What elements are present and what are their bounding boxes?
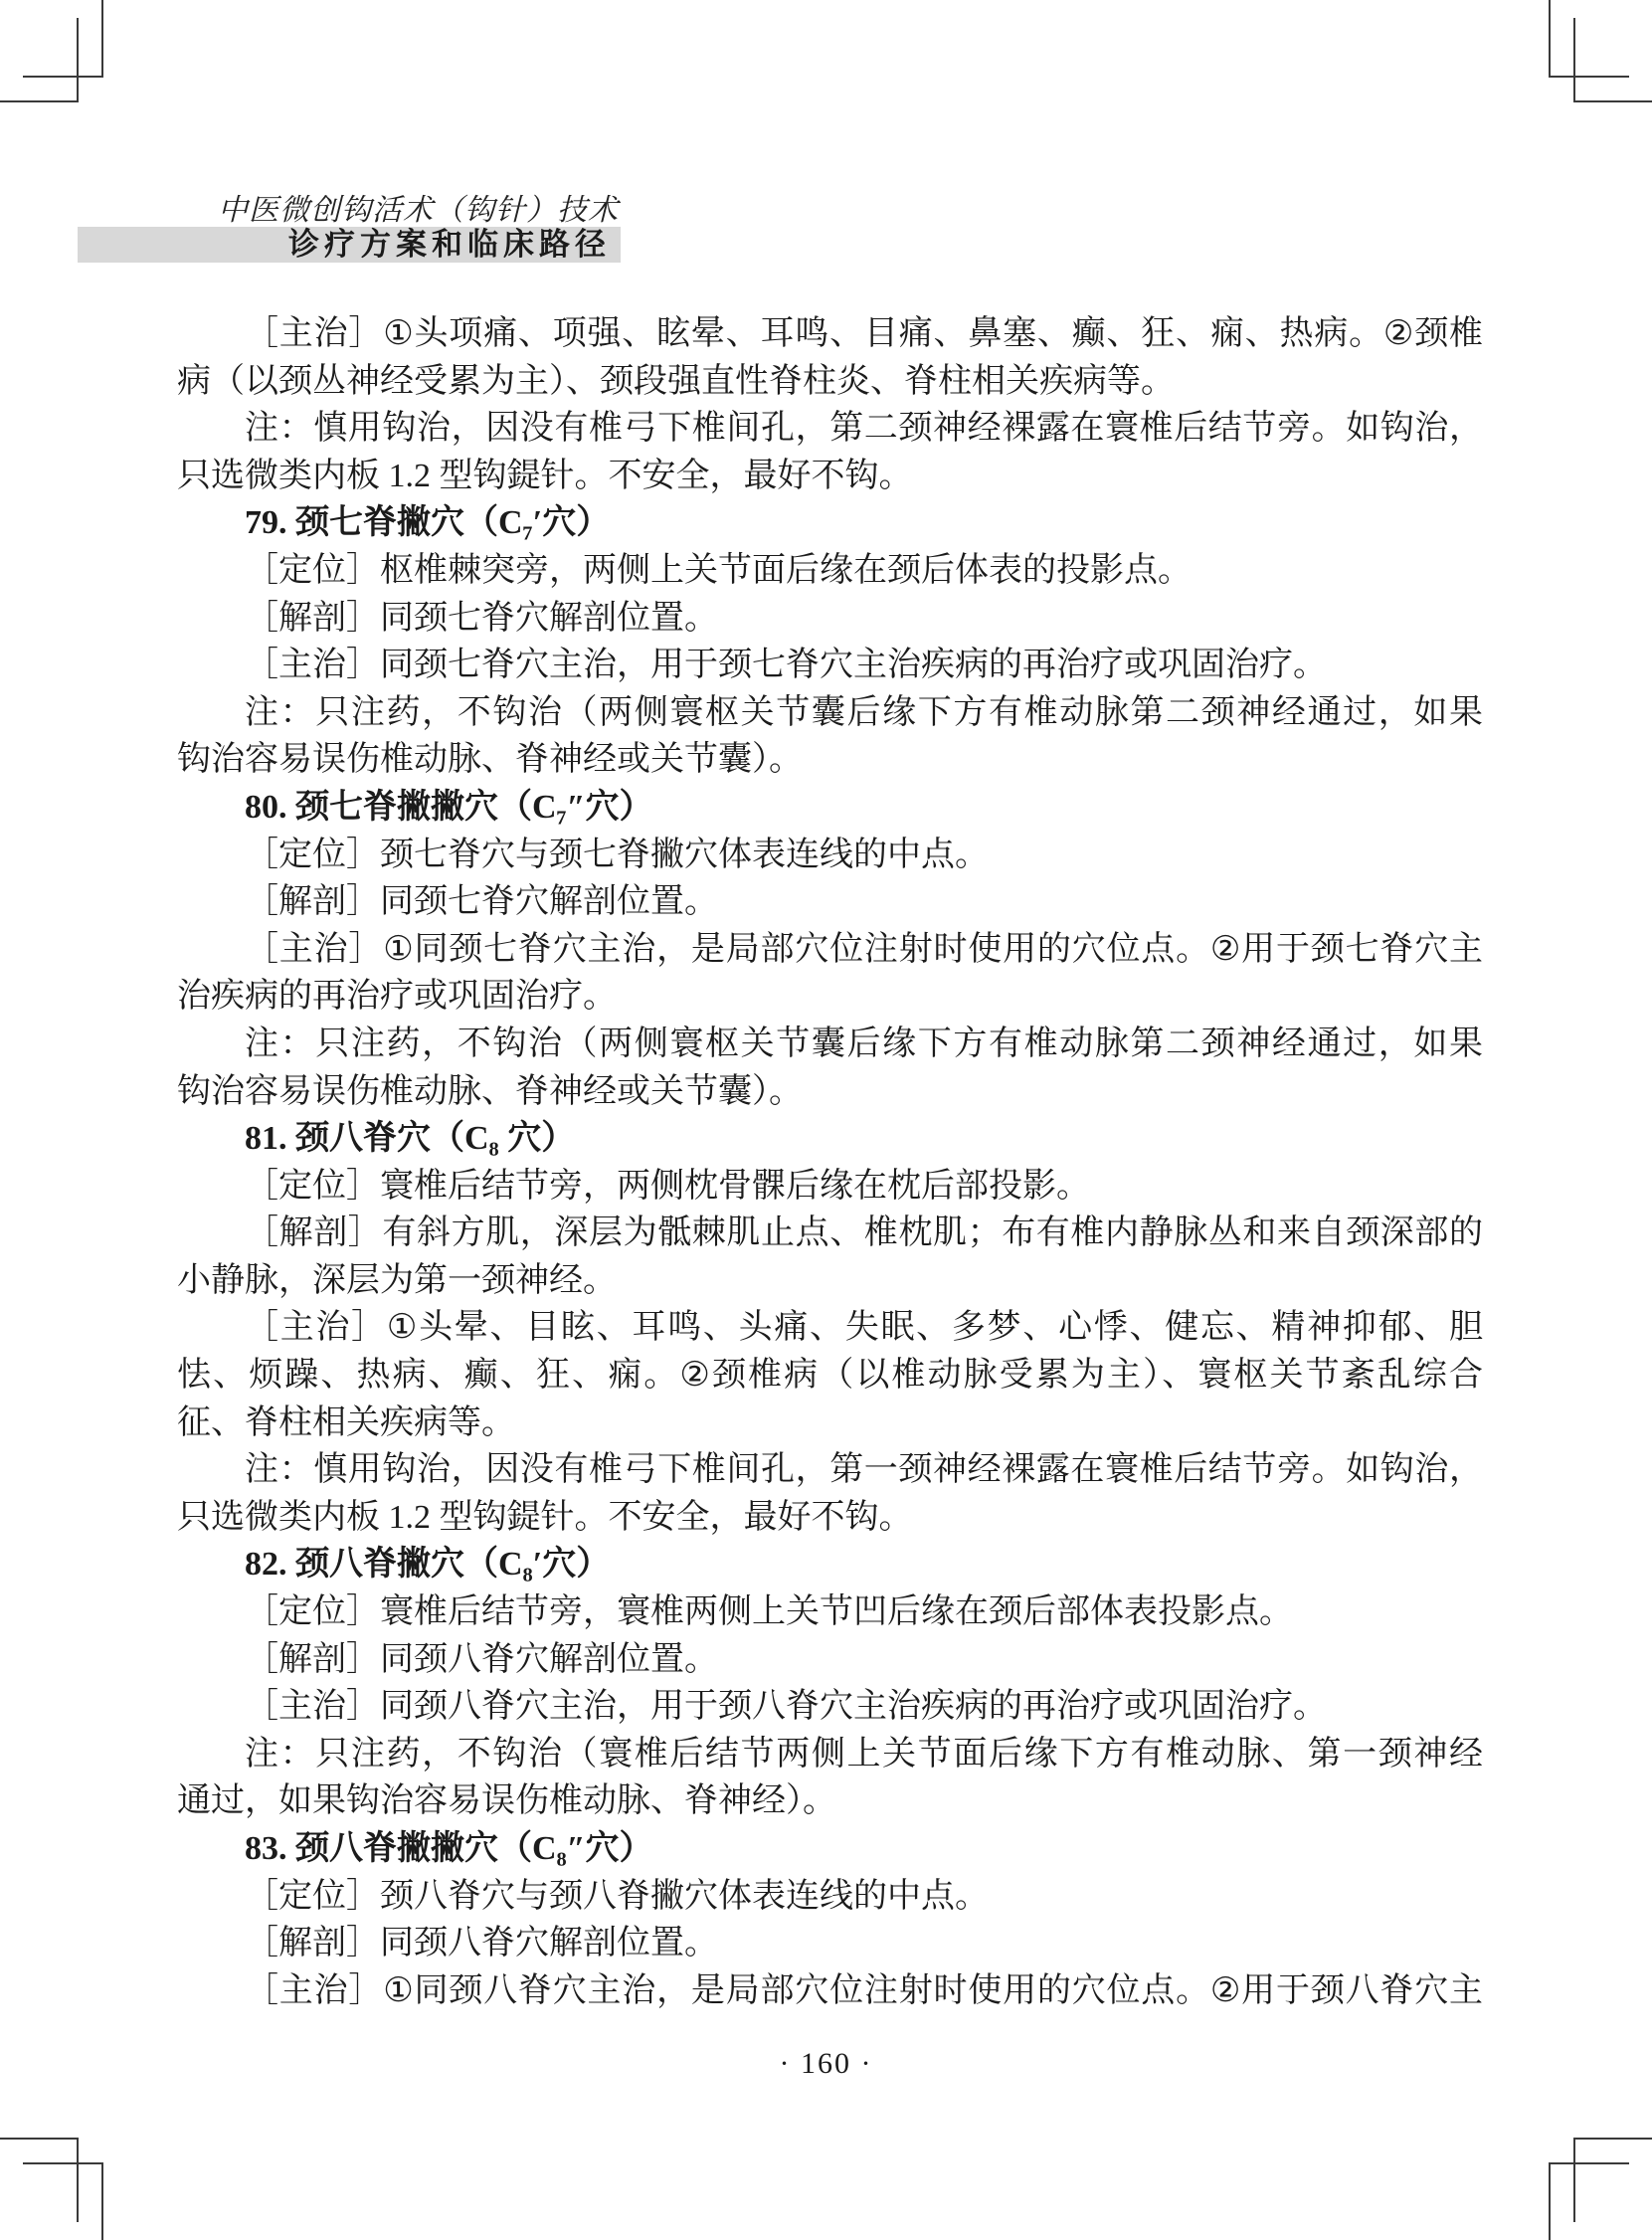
text-line: 小静脉，深层为第一颈神经。 [177,1261,617,1299]
text-line: ［解剖］同颈七脊穴解剖位置。 [245,883,718,921]
text-line: ［主治］①同颈八脊穴主治，是局部穴位注射时使用的穴位点。②用于颈八脊穴主 [245,1971,1483,2009]
text-line: 只选微类内板 1.2 型钩鍉针。不安全，最好不钩。 [177,1498,913,1536]
text-line: ［主治］同颈八脊穴主治，用于颈八脊穴主治疾病的再治疗或巩固治疗。 [245,1688,1327,1726]
text-line: 钩治容易误伤椎动脉、脊神经或关节囊）。 [177,1072,803,1110]
text-line: ［定位］枢椎棘突旁，两侧上关节面后缘在颈后体表的投影点。 [245,551,1192,589]
text-line: ［主治］①头晕、目眩、耳鸣、头痛、失眠、多梦、心悸、健忘、精神抑郁、胆 [245,1309,1483,1347]
section-heading: 80. 颈七脊撇撇穴（C₇″穴） [245,788,653,826]
text-line: 征、脊柱相关疾病等。 [177,1403,515,1441]
crop-mark-top-right [1573,18,1575,102]
text-line: 注：只注药，不钩治（两侧寰枢关节囊后缘下方有椎动脉第二颈神经通过，如果 [245,1025,1483,1062]
text-line: ［主治］①头项痛、项强、眩晕、耳鸣、目痛、鼻塞、癫、狂、痫、热病。②颈椎 [245,315,1483,352]
crop-mark-top-left [101,0,103,78]
crop-mark-top-left [23,76,103,78]
text-line: ［主治］同颈七脊穴主治，用于颈七脊穴主治疾病的再治疗或巩固治疗。 [245,647,1327,684]
crop-mark-top-right [1549,0,1551,78]
body-text [177,310,1483,2014]
text-line: ［解剖］同颈八脊穴解剖位置。 [245,1640,718,1678]
crop-mark-bottom-left [0,2138,79,2140]
text-line: ［定位］寰椎后结节旁，两侧枕骨髁后缘在枕后部投影。 [245,1167,1090,1205]
crop-mark-bottom-left [101,2162,103,2240]
crop-mark-top-left [0,100,79,102]
text-line: 通过，如果钩治容易误伤椎动脉、脊神经）。 [177,1782,836,1820]
crop-mark-bottom-left [23,2162,103,2164]
text-line: 怯、烦躁、热病、癫、狂、痫。②颈椎病（以椎动脉受累为主）、寰枢关节紊乱综合 [177,1357,1483,1395]
section-heading: 79. 颈七脊撇穴（C₇′穴） [245,504,611,542]
crop-mark-top-left [77,18,79,102]
section-heading: 83. 颈八脊撇撇穴（C₈″穴） [245,1830,653,1867]
text-line: 只选微类内板 1.2 型钩鍉针。不安全，最好不钩。 [177,457,913,494]
text-line: 注：慎用钩治，因没有椎弓下椎间孔，第二颈神经裸露在寰椎后结节旁。如钩治， [245,410,1483,448]
crop-mark-bottom-right [1573,2138,1652,2140]
text-line: 注：慎用钩治，因没有椎弓下椎间孔，第一颈神经裸露在寰椎后结节旁。如钩治， [245,1451,1483,1489]
text-line: 注：只注药，不钩治（寰椎后结节两侧上关节面后缘下方有椎动脉、第一颈神经 [245,1735,1483,1773]
section-title-bar [78,227,621,263]
text-line: 治疾病的再治疗或巩固治疗。 [177,978,617,1016]
text-line: ［解剖］同颈七脊穴解剖位置。 [245,599,718,637]
text-line: ［主治］①同颈七脊穴主治，是局部穴位注射时使用的穴位点。②用于颈七脊穴主 [245,930,1483,968]
section-heading: 82. 颈八脊撇穴（C₈′穴） [245,1546,611,1584]
crop-mark-bottom-right [1549,2162,1629,2164]
crop-mark-top-right [1549,76,1629,78]
text-line: ［解剖］有斜方肌，深层为骶棘肌止点、椎枕肌；布有椎内静脉丛和来自颈深部的 [245,1214,1483,1252]
crop-mark-top-right [1573,100,1652,102]
section-heading: 81. 颈八脊穴（C₈ 穴） [245,1120,576,1158]
text-line: ［定位］寰椎后结节旁，寰椎两侧上关节凹后缘在颈后部体表投影点。 [245,1593,1293,1631]
crop-mark-bottom-right [1573,2138,1575,2222]
crop-mark-bottom-right [1549,2162,1551,2240]
book-title: 中医微创钩活术（钩针）技术 [218,194,619,227]
section-title: 诊疗方案和临床路径 [288,227,611,262]
page-number: · 160 · [779,2047,873,2080]
text-line: ［定位］颈七脊穴与颈七脊撇穴体表连线的中点。 [245,836,989,873]
text-line: 钩治容易误伤椎动脉、脊神经或关节囊）。 [177,741,803,779]
crop-mark-bottom-left [77,2138,79,2222]
text-line: 病（以颈丛神经受累为主）、颈段强直性脊柱炎、脊柱相关疾病等。 [177,362,1175,400]
text-line: ［定位］颈八脊穴与颈八脊撇穴体表连线的中点。 [245,1877,989,1915]
text-line: 注：只注药，不钩治（两侧寰枢关节囊后缘下方有椎动脉第二颈神经通过，如果 [245,693,1483,731]
text-line: ［解剖］同颈八脊穴解剖位置。 [245,1925,718,1962]
